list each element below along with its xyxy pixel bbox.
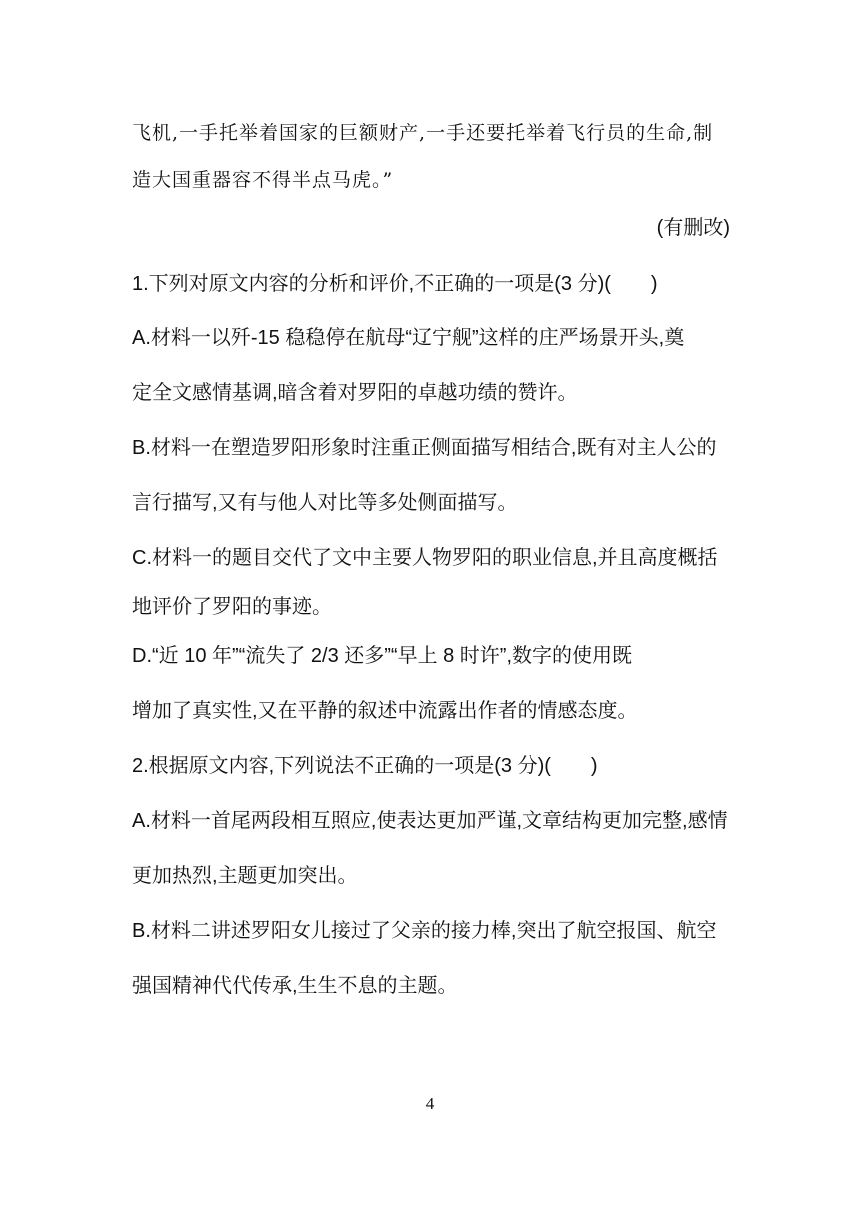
question-stem: 1.下列对原文内容的分析和评价,不正确的一项是(3 分)( ) [132,273,658,295]
option-c-line: 地评价了罗阳的事迹。 [132,596,332,618]
source-note: (有删改) [656,217,730,239]
option-b-line: B.材料一在塑造罗阳形象时注重正侧面描写相结合,既有对主人公的 [132,437,717,459]
option-d-line: D.“近 10 年”“流失了 2/3 还多”“早上 8 时许”,数字的使用既 [132,645,633,667]
option-a-line: 更加热烈,主题更加突出。 [132,865,358,887]
option-a-line: A.材料一首尾两段相互照应,使表达更加严谨,文章结构更加完整,感情 [132,810,728,832]
paragraph-line: 造大国重器容不得半点马虎。” [132,169,394,191]
option-b-line: 强国精神代代传承,生生不息的主题。 [132,975,458,997]
option-b-line: B.材料二讲述罗阳女儿接过了父亲的接力棒,突出了航空报国、航空 [132,920,717,942]
page-number: 4 [425,1094,435,1113]
option-b-line: 言行描写,又有与他人对比等多处侧面描写。 [132,492,518,514]
option-c-line: C.材料一的题目交代了文中主要人物罗阳的职业信息,并且高度概括 [132,547,718,569]
paragraph-line: 飞机,一手托举着国家的巨额财产,一手还要托举着飞行员的生命,制 [132,122,714,144]
option-d-line: 增加了真实性,又在平静的叙述中流露出作者的情感态度。 [132,700,638,722]
option-a-line: 定全文感情基调,暗含着对罗阳的卓越功绩的赞许。 [132,382,578,404]
question-stem: 2.根据原文内容,下列说法不正确的一项是(3 分)( ) [132,755,598,777]
option-a-line: A.材料一以歼-15 稳稳停在航母“辽宁舰”这样的庄严场景开头,奠 [132,327,685,349]
